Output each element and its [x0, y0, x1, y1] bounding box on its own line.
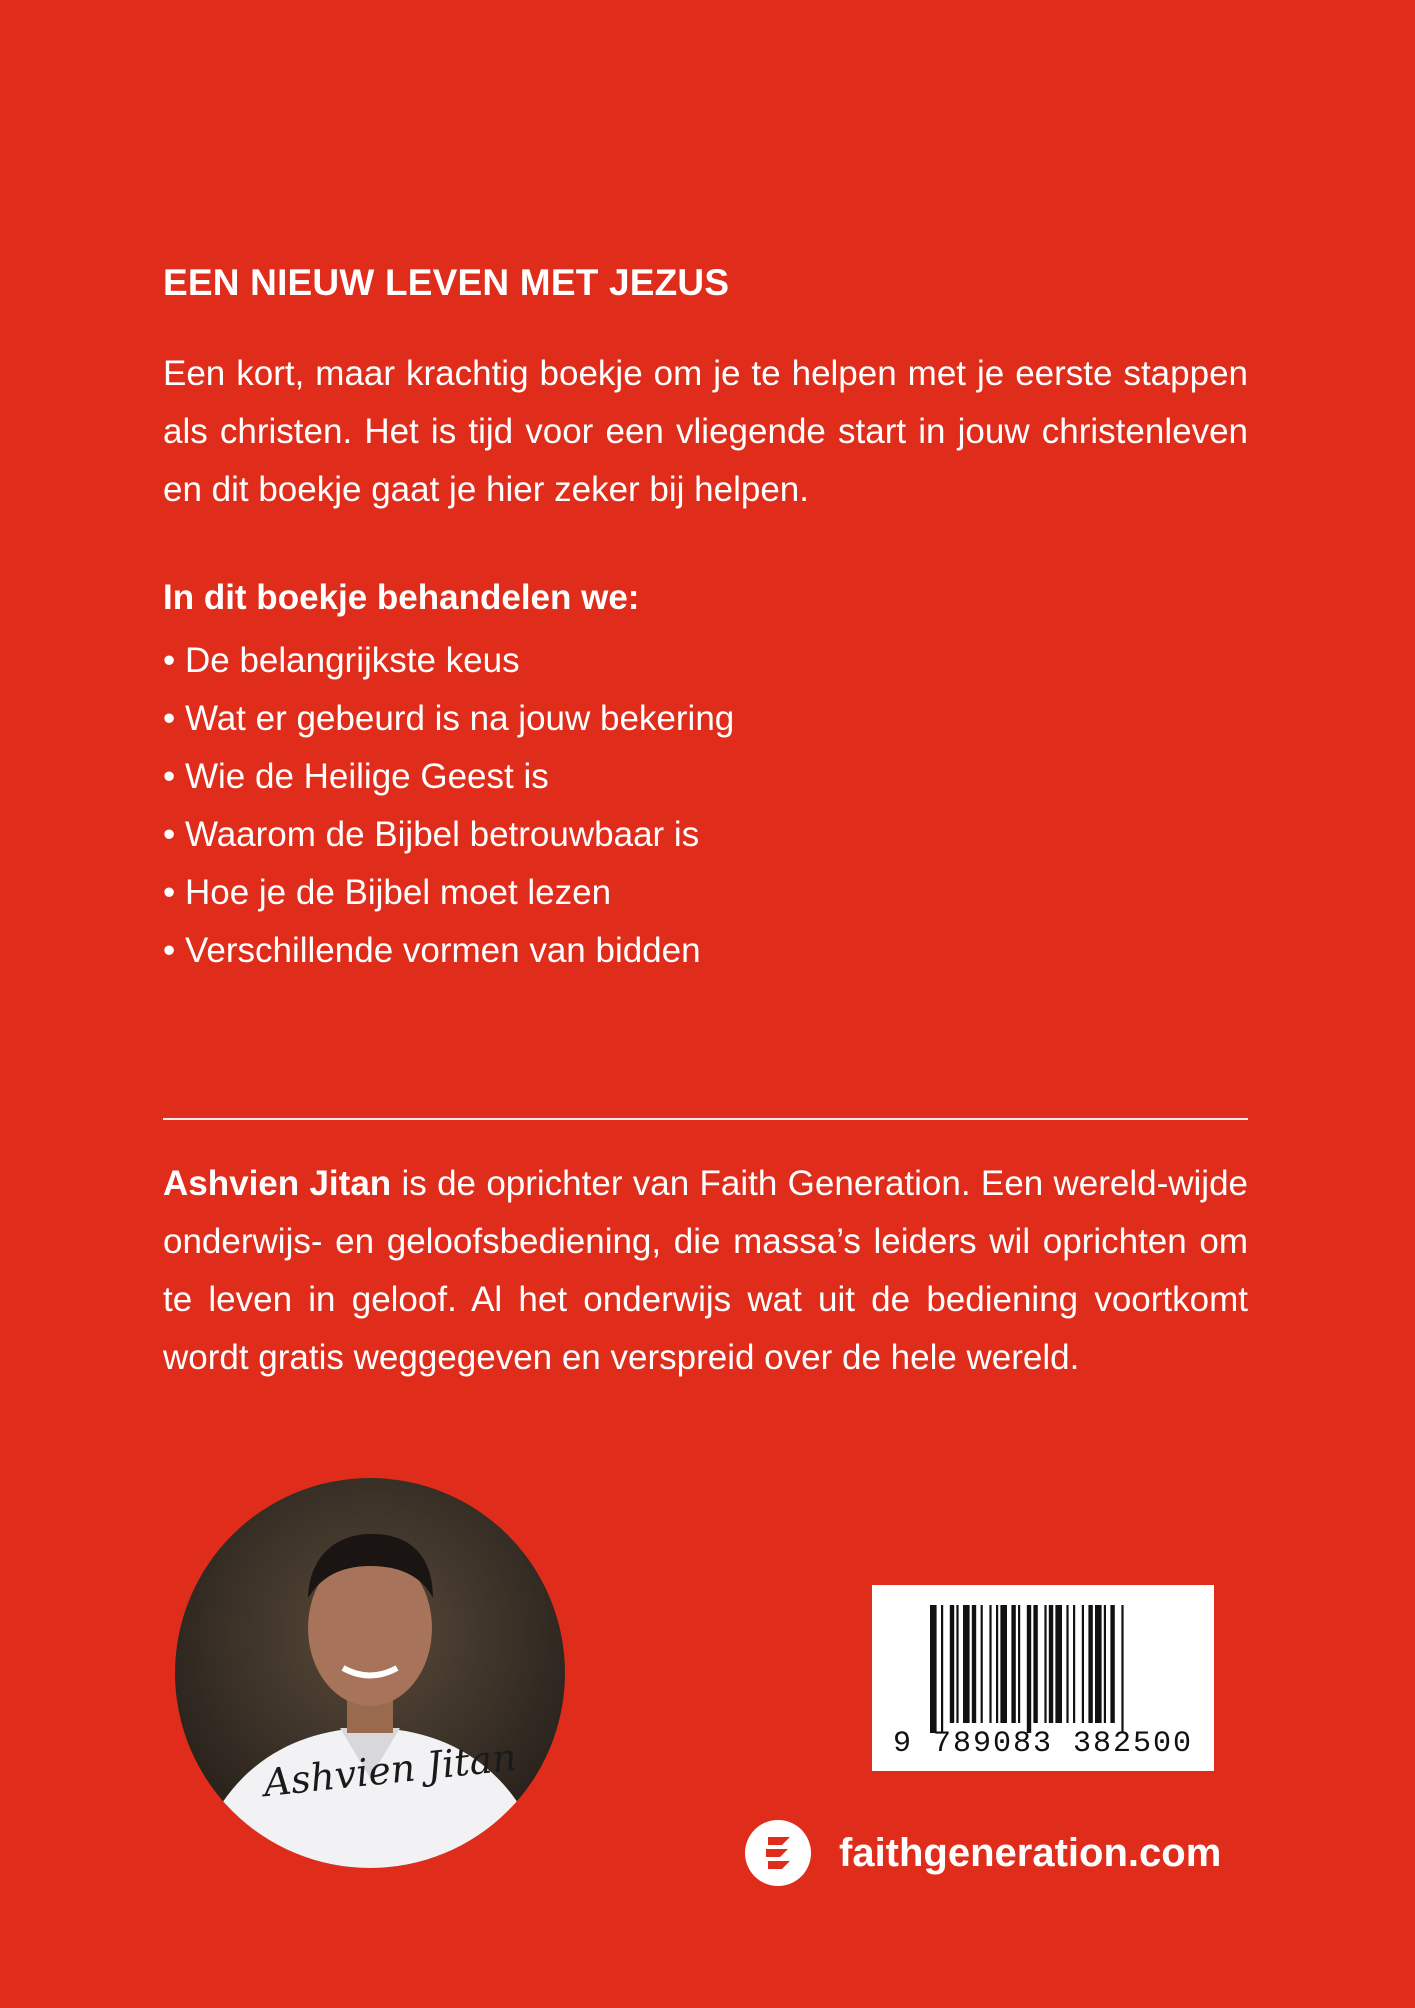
isbn-number: 9 789083 382500: [892, 1727, 1194, 1761]
barcode-bar: [1088, 1605, 1092, 1723]
barcode-bar: [996, 1605, 998, 1723]
barcode-bar: [1033, 1605, 1037, 1723]
barcode-bar: [1055, 1605, 1062, 1723]
barcode-bar: [1066, 1605, 1068, 1723]
isbn-barcode: [872, 1585, 1214, 1771]
author-portrait: [175, 1478, 565, 1868]
intro-paragraph: Een kort, maar krachtig boekje om je te helpen met je eerste stappen als christen. Het is tijd voor een vliegende start in jouw christenleven en dit boekje gaat je hier zeker bij helpen.: [163, 354, 1248, 509]
topics-list: [163, 632, 734, 980]
author-signature: Ashvien Jitan: [261, 1734, 519, 1806]
topic-item: • Wie de Heilige Geest is: [163, 757, 549, 796]
barcode-bar: [1011, 1605, 1015, 1723]
barcode-bar: [950, 1605, 954, 1723]
faith-generation-logo-icon: [745, 1820, 811, 1886]
barcode-bar: [972, 1605, 976, 1723]
topic-item: • De belangrijkste keus: [163, 641, 520, 680]
barcode-bar: [981, 1605, 983, 1723]
topic-item: • Hoe je de Bijbel moet lezen: [163, 873, 612, 912]
cover-heading: EEN NIEUW LEVEN MET JEZUS: [163, 262, 730, 303]
topic-item: • Verschillende vormen van bidden: [163, 931, 701, 970]
brand: [745, 1818, 1221, 1888]
barcode-bar: [1044, 1605, 1046, 1723]
author-name: Ashvien Jitan: [163, 1164, 392, 1203]
barcode-bar: [1049, 1605, 1053, 1723]
barcode-bar: [1082, 1605, 1084, 1723]
topic-item: • Wat er gebeurd is na jouw bekering: [163, 699, 735, 738]
barcode-bar: [1095, 1605, 1102, 1723]
author-bio: [163, 1155, 1248, 1387]
barcode-bar: [963, 1605, 970, 1723]
barcode-bar: [1121, 1605, 1123, 1733]
barcode-bar: [956, 1605, 958, 1723]
barcode-bar: [1104, 1605, 1106, 1723]
barcode-bar: [1027, 1605, 1031, 1733]
topics-heading: In dit boekje behandelen we:: [163, 578, 640, 617]
barcode-bar: [1073, 1605, 1075, 1723]
barcode-bar: [1000, 1605, 1007, 1723]
barcode-bar: [989, 1605, 991, 1723]
topic-item: • Waarom de Bijbel betrouwbaar is: [163, 815, 700, 854]
barcode-bar: [1018, 1605, 1020, 1723]
website-link[interactable]: faithgeneration.com: [839, 1830, 1222, 1875]
barcode-bar: [1110, 1605, 1114, 1723]
section-divider: [163, 1118, 1248, 1120]
author-bio-text: is de oprichter van Faith Generation. Een wereld-wijde onderwijs- en geloofsbediening, die massa’s leiders wil oprichten om te leven in geloof. Al het onderwijs wat uit de bediening voortkomt wordt gratis weggegeven en verspreid over de hele wereld.: [163, 1164, 1248, 1377]
barcode-bar: [941, 1605, 943, 1733]
author-photo: [175, 1478, 565, 1868]
barcode-bar: [930, 1605, 937, 1733]
